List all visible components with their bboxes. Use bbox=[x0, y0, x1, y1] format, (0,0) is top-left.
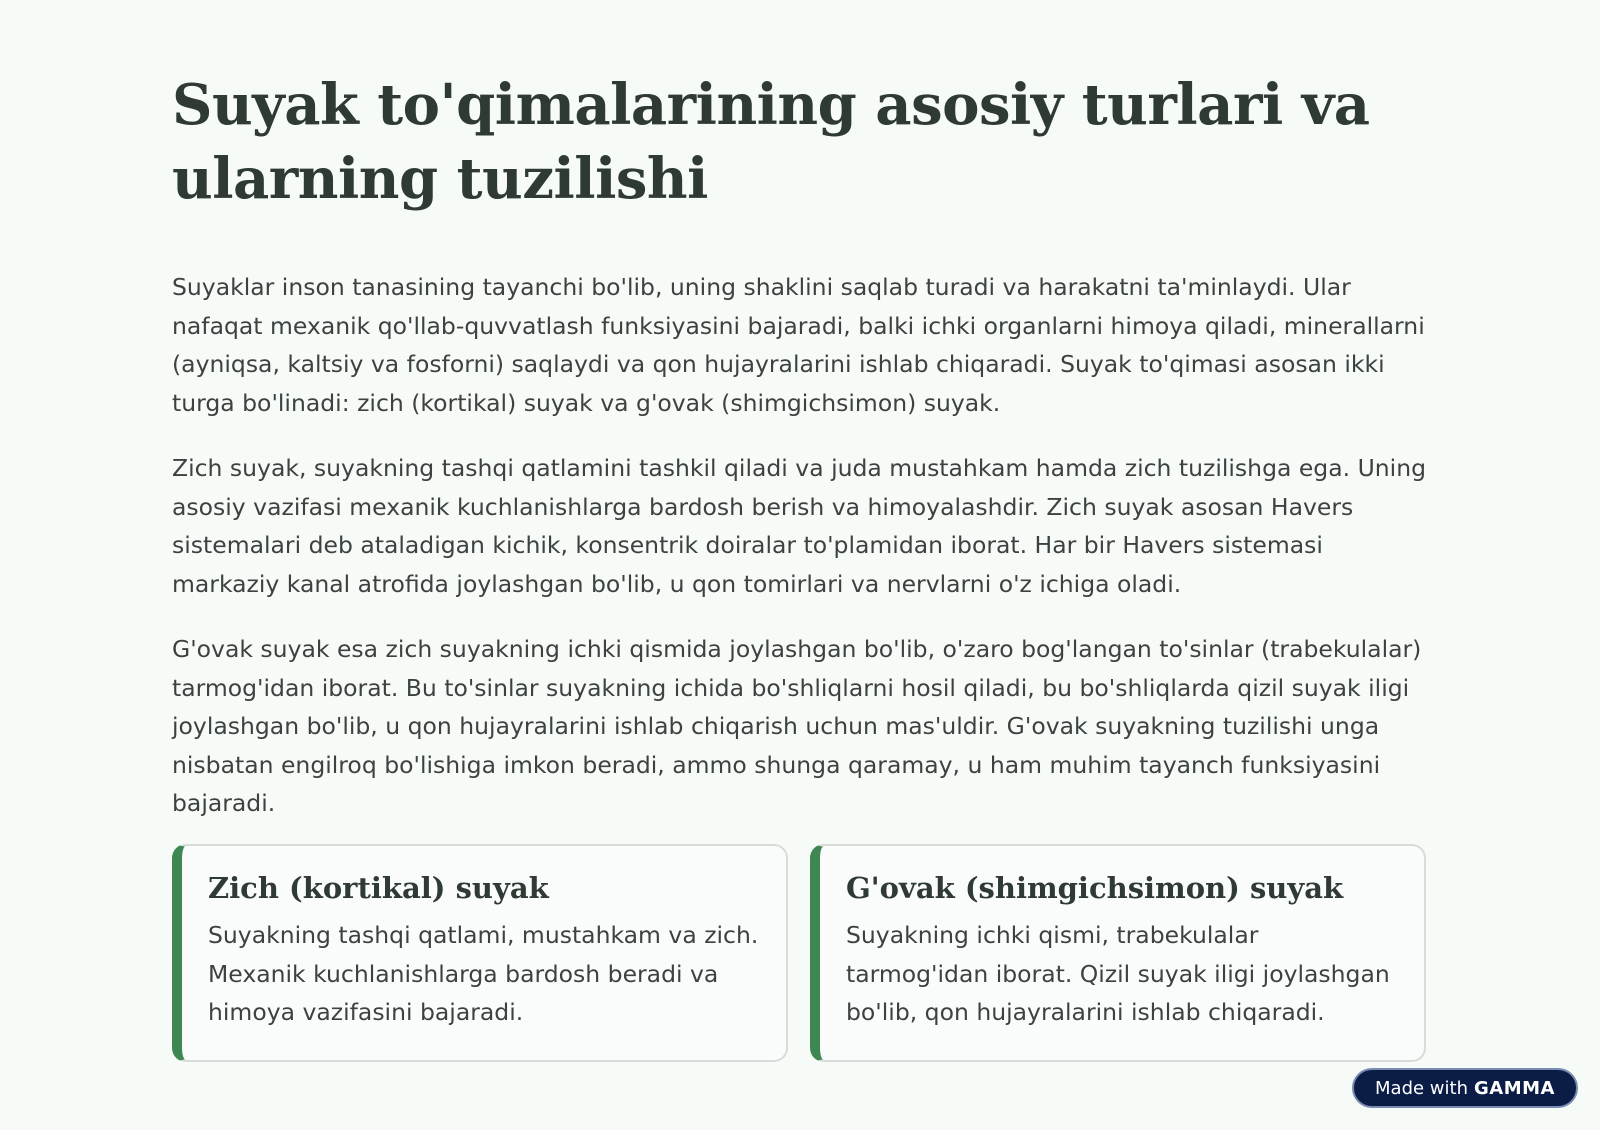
info-cards bbox=[172, 844, 1426, 1062]
paragraph-intro: Suyaklar inson tanasining tayanchi bo'lib, uning shaklini saqlab turadi va harakatni ta'minlaydi. Ular nafaqat mexanik qo'llab-quvvatlash funksiyasini bajaradi, balki ichki organlarni himoya qiladi, minerallarni (ayniqsa, kaltsiy va fosforni) saqlaydi va qon hujayralarini ishlab chiqaradi. Suyak to'qimasi asosan ikki turga bo'linadi: zich (kortikal) suyak va g'ovak (shimgichsimon) suyak. bbox=[172, 273, 1425, 417]
card-title: Zich (kortikal) suyak bbox=[208, 871, 549, 905]
page-title: Suyak to'qimalarining asosiy turlari va ularning tuzilishi bbox=[172, 72, 1370, 212]
paragraph-spongy-bone: G'ovak suyak esa zich suyakning ichki qismida joylashgan bo'lib, o'zaro bog'langan to'sinlar (trabekulalar) tarmog'idan iborat. Bu to'sinlar suyakning ichida bo'shliqlarni hosil qiladi, bu bo'shliqlarda qizil suyak iligi joylashgan bo'lib, u qon hujayralarini ishlab chiqarish uchun mas'uldir. G'ovak suyakning tuzilishi unga nisbatan engilroq bo'lishiga imkon beradi, ammo shunga qaramay, u ham muhim tayanch funksiyasini bajaradi. bbox=[172, 635, 1422, 817]
made-with-gamma-badge[interactable] bbox=[1352, 1068, 1578, 1108]
badge-prefix: Made with bbox=[1375, 1077, 1468, 1099]
card-title: G'ovak (shimgichsimon) suyak bbox=[846, 871, 1344, 905]
card-compact-bone bbox=[172, 844, 788, 1062]
body-text bbox=[172, 268, 1426, 823]
gamma-logo: GAMMA bbox=[1474, 1077, 1555, 1099]
card-spongy-bone bbox=[810, 844, 1426, 1062]
slide-content bbox=[172, 68, 1427, 1026]
card-text: Suyakning ichki qismi, trabekulalar tarmog'idan iborat. Qizil suyak iligi joylashgan bo'lib, qon hujayralarini ishlab chiqaradi. bbox=[846, 921, 1390, 1026]
paragraph-compact-bone: Zich suyak, suyakning tashqi qatlamini tashkil qiladi va juda mustahkam hamda zich tuzilishga ega. Uning asosiy vazifasi mexanik kuchlanishlarga bardosh berish va himoyalashdir. Zich suyak asosan Havers sistemalari deb ataladigan kichik, konsentrik doiralar to'plamidan iborat. Har bir Havers sistemasi markaziy kanal atrofida joylashgan bo'lib, u qon tomirlari va nervlarni o'z ichiga oladi. bbox=[172, 454, 1427, 598]
card-text: Suyakning tashqi qatlami, mustahkam va zich. Mexanik kuchlanishlarga bardosh beradi va himoya vazifasini bajaradi. bbox=[208, 921, 759, 1026]
